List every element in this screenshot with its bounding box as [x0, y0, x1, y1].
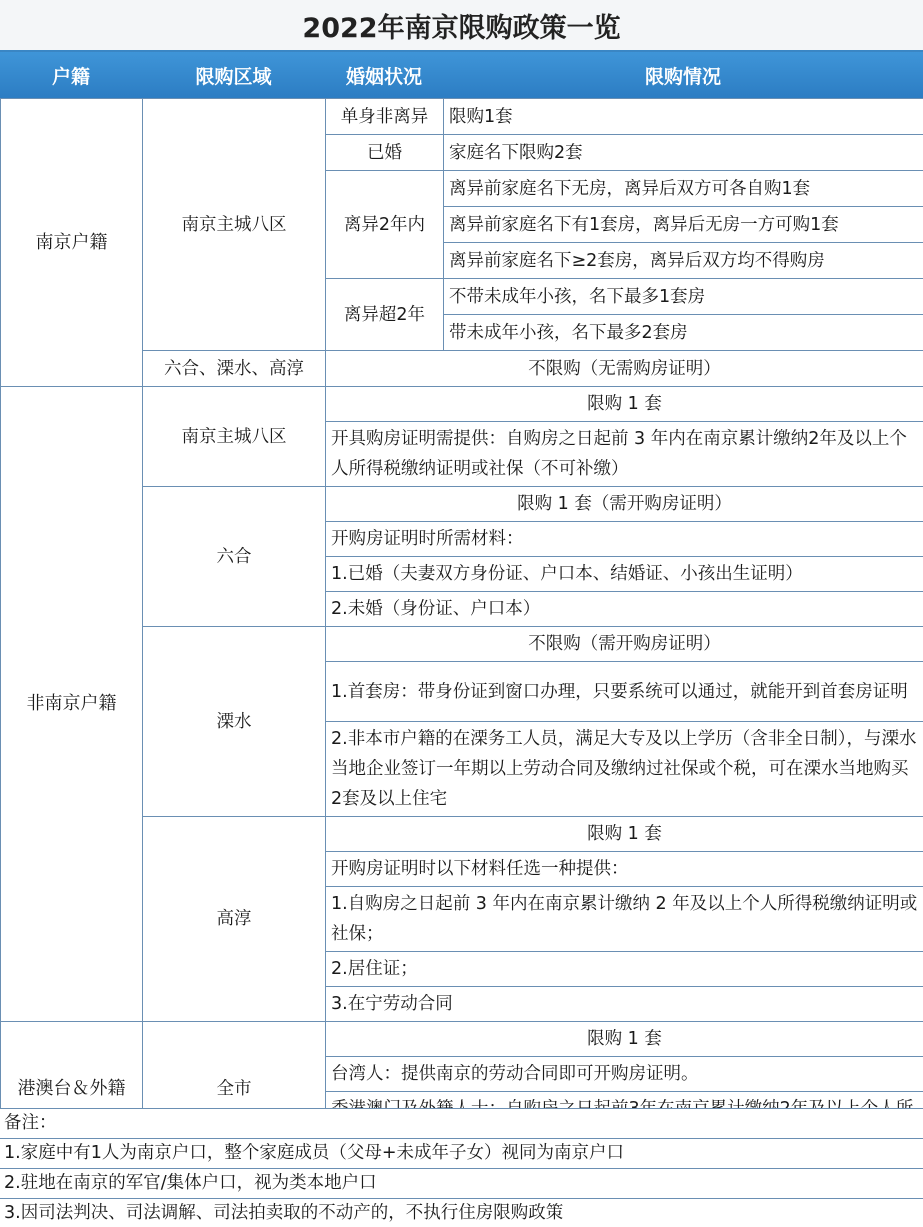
limit-divorce-over2y-1: 不带未成年小孩，名下最多1套房	[444, 279, 923, 315]
req-lishui-1: 1.首套房：带身份证到窗口办理，只要系统可以通过，就能开到首套房证明	[326, 662, 923, 722]
notes-title: 备注：	[0, 1108, 923, 1138]
limit-divorce-2y-2: 离异前家庭名下有1套房，离异后无房一方可购1套	[444, 207, 923, 243]
hukou-non-nanjing: 非南京户籍	[1, 387, 143, 1022]
marital-single: 单身非离异	[326, 99, 444, 135]
note-item: 3.因司法判决、司法调解、司法拍卖取的不动产的，不执行住房限购政策	[0, 1198, 923, 1227]
header-hukou: 户籍	[51, 65, 90, 88]
table-row	[1, 387, 923, 422]
area-gaochun: 高淳	[143, 817, 326, 1022]
limit-divorce-over2y-2: 带未成年小孩，名下最多2套房	[444, 315, 923, 351]
page-title: 2022年南京限购政策一览	[0, 0, 923, 52]
limit-nanjing-other: 不限购（无需购房证明）	[326, 351, 923, 387]
note-item: 1.家庭中有1人为南京户口，整个家庭成员（父母+未成年子女）视同为南京户口	[0, 1138, 923, 1168]
hukou-foreign: 港澳台＆外籍	[1, 1022, 143, 1157]
area-luhe: 六合	[143, 487, 326, 627]
req-taiwan: 台湾人：提供南京的劳动合同即可开购房证明。	[326, 1057, 923, 1092]
req-gaochun-3: 3.在宁劳动合同	[326, 987, 923, 1022]
marital-married: 已婚	[326, 135, 444, 171]
limit-divorce-2y-3: 离异前家庭名下≥2套房，离异后双方均不得购房	[444, 243, 923, 279]
req-luhe-1: 1.已婚（夫妻双方身份证、户口本、结婚证、小孩出生证明）	[326, 557, 923, 592]
req-luhe-title: 开购房证明时所需材料：	[326, 522, 923, 557]
limit-divorce-2y-1: 离异前家庭名下无房，离异后双方可各自购1套	[444, 171, 923, 207]
header-limit: 限购情况	[644, 65, 721, 88]
header-marital: 婚姻状况	[345, 65, 422, 88]
header-area: 限购区域	[195, 65, 272, 88]
req-luhe-2: 2.未婚（身份证、户口本）	[326, 592, 923, 627]
marital-divorce-over2y: 离异超2年	[326, 279, 444, 351]
area-nanjing-other: 六合、溧水、高淳	[143, 351, 326, 387]
notes-section	[0, 1108, 923, 1227]
note-item: 2.驻地在南京的军官/集体户口，视为类本地户口	[0, 1168, 923, 1198]
marital-divorce-2y: 离异2年内	[326, 171, 444, 279]
req-non-main: 开具购房证明需提供：自购房之日起前 3 年内在南京累计缴纳2年及以上个人所得税缴纳证明或社保（不可补缴）	[326, 422, 923, 487]
hukou-nanjing: 南京户籍	[1, 99, 143, 387]
area-non-main: 南京主城八区	[143, 387, 326, 487]
area-foreign: 全市	[143, 1022, 326, 1157]
req-gaochun-2: 2.居住证；	[326, 952, 923, 987]
limit-gaochun: 限购 1 套	[326, 817, 923, 852]
table-row	[1, 99, 923, 135]
limit-single: 限购1套	[444, 99, 923, 135]
req-gaochun-title: 开购房证明时以下材料任选一种提供：	[326, 852, 923, 887]
policy-table	[0, 98, 923, 1157]
req-lishui-2: 2.非本市户籍的在溧务工人员，满足大专及以上学历（含非全日制），与溧水当地企业签订一年期以上劳动合同及缴纳过社保或个税，可在溧水当地购买2套及以上住宅	[326, 722, 923, 817]
limit-non-main: 限购 1 套	[326, 387, 923, 422]
limit-foreign: 限购 1 套	[326, 1022, 923, 1057]
area-lishui: 溧水	[143, 627, 326, 817]
area-nanjing-main: 南京主城八区	[143, 99, 326, 351]
limit-lishui: 不限购（需开购房证明）	[326, 627, 923, 662]
limit-luhe: 限购 1 套（需开购房证明）	[326, 487, 923, 522]
limit-married: 家庭名下限购2套	[444, 135, 923, 171]
table-row	[1, 1022, 923, 1057]
table-header	[0, 52, 923, 98]
req-gaochun-1: 1.自购房之日起前 3 年内在南京累计缴纳 2 年及以上个人所得税缴纳证明或社保；	[326, 887, 923, 952]
